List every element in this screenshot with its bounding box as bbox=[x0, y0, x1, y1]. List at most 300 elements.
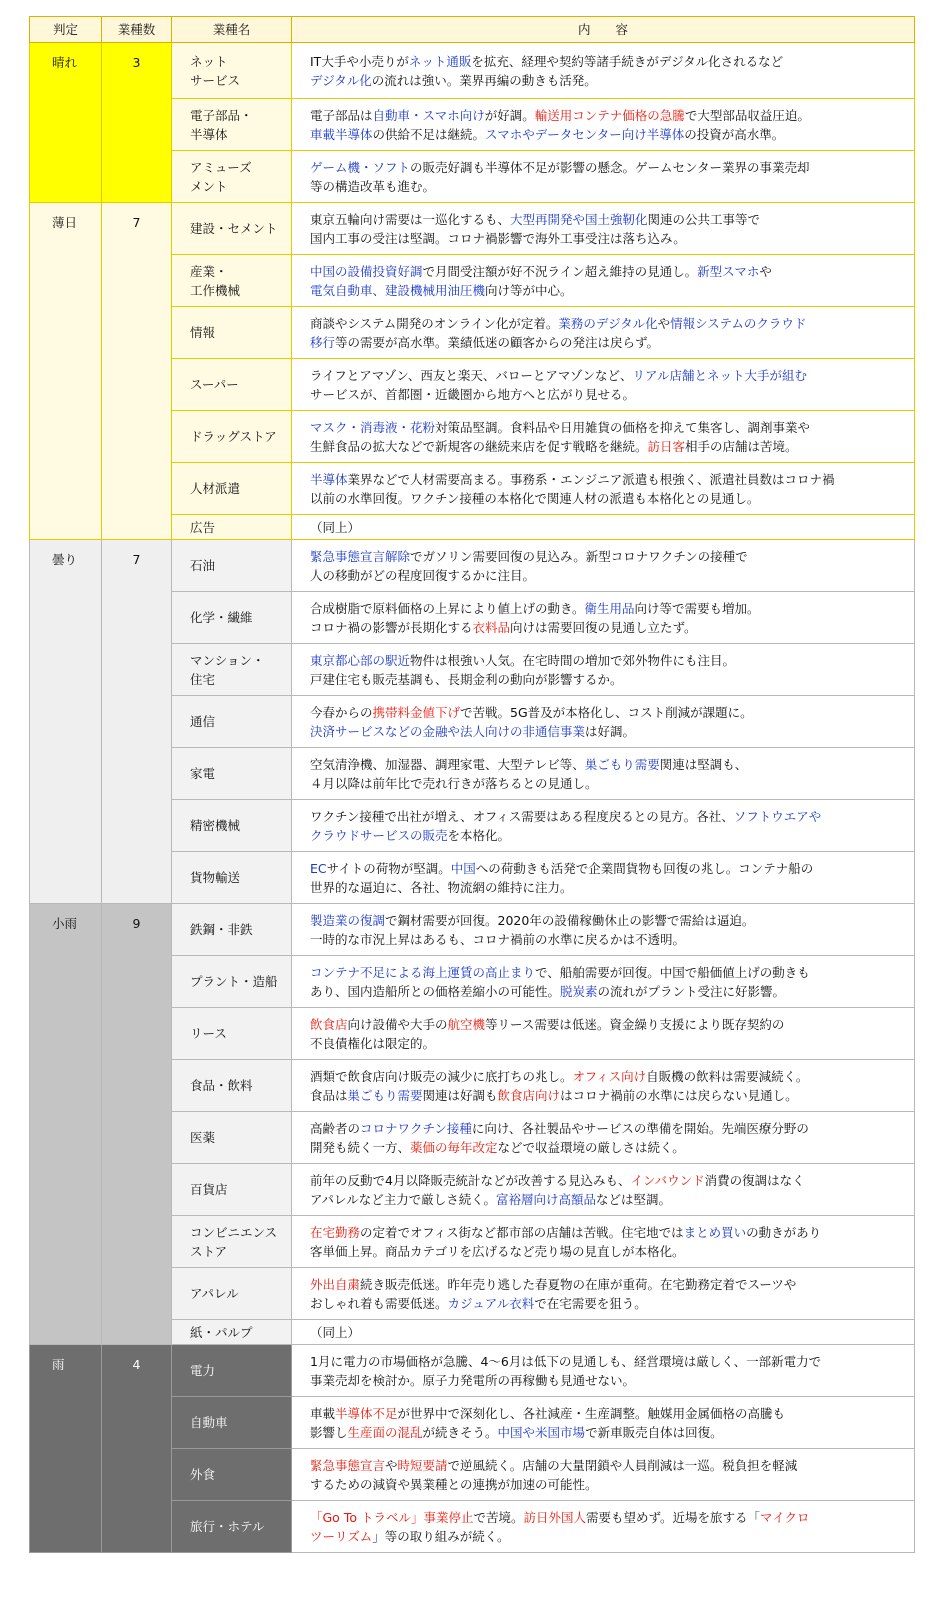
highlight-positive: 新型スマホ bbox=[697, 263, 760, 279]
industry-name-line: 住宅 bbox=[190, 671, 216, 687]
content-text: 事業売却を検討か。原子力発電所の再稼働も見通せない。 bbox=[310, 1372, 636, 1388]
header-industry-name: 業種名 bbox=[172, 17, 292, 43]
industry-name-cell bbox=[172, 696, 292, 748]
content-text: 生鮮食品の拡大などで新規客の継続来店を促す戦略を継続。 bbox=[310, 438, 648, 454]
industry-name-line: 鉄鋼・非鉄 bbox=[190, 922, 253, 937]
content-text: 世界的な逼迫に、各社、物流網の維持に注力。 bbox=[310, 879, 573, 895]
content-line bbox=[310, 1223, 898, 1242]
content-text: で苦境。 bbox=[473, 1509, 524, 1525]
industry-name-cell bbox=[172, 1112, 292, 1164]
content-line bbox=[310, 878, 898, 897]
content-line bbox=[310, 963, 898, 982]
content-line bbox=[310, 1275, 898, 1294]
content-line bbox=[310, 385, 898, 404]
content-text: 対策品堅調。食料品や日用雑貨の価格を抑えて集客し、調剤事業や bbox=[435, 419, 811, 435]
judgment-cell bbox=[30, 1345, 102, 1553]
content-line bbox=[310, 437, 898, 456]
industry-name-line: 貨物輸送 bbox=[190, 870, 241, 885]
industry-name-line: 情報 bbox=[190, 325, 216, 340]
content-text: 以前の水準回復。ワクチン接種の本格化で関連人材の派遣も本格化との見通し。 bbox=[310, 490, 760, 506]
highlight-positive: 脱炭素 bbox=[560, 983, 598, 999]
content-text: 車載 bbox=[310, 1405, 336, 1421]
table-row bbox=[30, 904, 915, 956]
content-cell bbox=[292, 515, 915, 540]
highlight-negative: 半導体不足 bbox=[335, 1405, 398, 1421]
table-row bbox=[30, 43, 915, 99]
content-text: おしゃれ着も需要低迷。 bbox=[310, 1295, 448, 1311]
industry-name-line: 人材派遣 bbox=[190, 481, 241, 496]
highlight-positive: ゲーム機・ソフト bbox=[310, 159, 411, 175]
highlight-positive: 中国や米国市場 bbox=[497, 1424, 586, 1440]
highlight-negative: 訪日外国人 bbox=[523, 1509, 586, 1525]
content-line bbox=[310, 755, 898, 774]
content-text: ワクチン接種で出社が増え、オフィス需要はある程度戻るとの見方。各社、 bbox=[310, 808, 734, 824]
content-line bbox=[310, 1067, 898, 1086]
table-body bbox=[30, 43, 915, 1553]
highlight-positive: 移行 bbox=[310, 334, 336, 350]
content-line bbox=[310, 670, 898, 689]
content-text: や bbox=[759, 263, 772, 279]
content-cell bbox=[292, 1164, 915, 1216]
industry-name-cell bbox=[172, 1501, 292, 1553]
industry-name-line: アミューズ bbox=[190, 159, 252, 175]
content-text: を拡充、経理や契約等諸手続きがデジタル化されるなど bbox=[471, 53, 784, 69]
content-line bbox=[310, 1015, 898, 1034]
content-text: はコロナ禍前の水準には戻らない見通し。 bbox=[560, 1087, 798, 1103]
industry-name-cell bbox=[172, 99, 292, 151]
content-text: で在宅需要を狙う。 bbox=[534, 1295, 647, 1311]
content-text: の投資が高水準。 bbox=[684, 126, 785, 142]
content-text: 等リース需要は低迷。資金繰り支援により既存契約の bbox=[485, 1016, 785, 1032]
content-cell bbox=[292, 99, 915, 151]
highlight-positive: 自動車・スマホ向け bbox=[372, 107, 485, 123]
content-text: 」等の取り組みが続く。 bbox=[372, 1528, 510, 1544]
content-text: でガソリン需要回復の見込み。新型コロナワクチンの接種で bbox=[410, 548, 748, 564]
content-text: 関連は好調も bbox=[422, 1087, 498, 1103]
industry-name-cell bbox=[172, 592, 292, 644]
industry-name-cell bbox=[172, 1320, 292, 1345]
industry-name-line: ストア bbox=[190, 1243, 228, 1259]
content-line bbox=[310, 1527, 898, 1546]
highlight-positive: EC bbox=[310, 860, 327, 876]
content-cell bbox=[292, 1397, 915, 1449]
industry-name-cell bbox=[172, 307, 292, 359]
highlight-positive: デジタル化 bbox=[310, 72, 372, 88]
highlight-negative: インバウンド bbox=[630, 1172, 705, 1188]
content-line bbox=[310, 1352, 898, 1371]
judgment-label: 曇り bbox=[52, 552, 78, 567]
highlight-positive: カジュアル衣料 bbox=[447, 1295, 535, 1311]
content-text: 高齢者の bbox=[310, 1120, 361, 1136]
content-text: 合成樹脂で原料価格の上昇により値上げの動き。 bbox=[310, 600, 585, 616]
content-line bbox=[310, 618, 898, 637]
content-cell bbox=[292, 1268, 915, 1320]
content-line bbox=[310, 125, 898, 144]
industry-name-cell bbox=[172, 411, 292, 463]
content-cell bbox=[292, 1345, 915, 1397]
content-text: 関連は堅調も、 bbox=[659, 756, 748, 772]
content-text: で鋼材需要が回復。2020年の設備稼働休止の影響で需給は逼迫。 bbox=[385, 912, 755, 928]
industry-name-cell bbox=[172, 904, 292, 956]
industry-name-line: 工作機械 bbox=[190, 282, 241, 298]
industry-outlook-table-container bbox=[29, 16, 914, 1553]
industry-name-line: 広告 bbox=[190, 519, 216, 535]
content-line bbox=[310, 262, 898, 281]
content-text: で新車販売自体は回復。 bbox=[585, 1424, 723, 1440]
content-text: 東京五輪向け需要は一巡化するも、 bbox=[310, 211, 511, 227]
highlight-positive: 業務のデジタル化 bbox=[558, 315, 658, 331]
content-cell bbox=[292, 748, 915, 800]
highlight-positive: マスク・消毒液・花粉 bbox=[310, 419, 436, 435]
content-line bbox=[310, 106, 898, 125]
content-text: するための減資や異業種との連携が加速の可能性。 bbox=[310, 1476, 598, 1492]
judgment-label: 雨 bbox=[52, 1357, 65, 1372]
content-text: の流れは強い。業界再編の動きも活発。 bbox=[371, 72, 597, 88]
content-text: 業界などで人材需要高まる。事務系・エンジニア派遣も根強く、派遣社員数はコロナ禍 bbox=[347, 471, 835, 487]
highlight-positive: 中国 bbox=[450, 860, 476, 876]
content-text: ４月以降は前年比で売れ行きが落ちるとの見通し。 bbox=[310, 775, 598, 791]
content-cell bbox=[292, 852, 915, 904]
content-text: 関連の公共工事等で bbox=[647, 211, 761, 227]
content-text: の流れがプラント受注に好影響。 bbox=[597, 983, 786, 999]
content-line bbox=[310, 1423, 898, 1442]
judgment-label: 晴れ bbox=[52, 55, 78, 70]
content-cell bbox=[292, 1008, 915, 1060]
content-line bbox=[310, 859, 898, 878]
judgment-cell bbox=[30, 904, 102, 1345]
industry-count-cell: 7 bbox=[102, 540, 172, 904]
content-text: 続き販売低迷。昨年売り逃した春夏物の在庫が重荷。在宅勤務定着でスーツや bbox=[360, 1276, 797, 1292]
content-text: 電子部品は bbox=[310, 107, 373, 123]
industry-name-line: 電子部品・ bbox=[190, 107, 253, 123]
content-text: 向け等が中心。 bbox=[485, 282, 573, 298]
content-line bbox=[310, 566, 898, 585]
content-line bbox=[310, 158, 898, 177]
industry-name-line: 石油 bbox=[190, 558, 216, 573]
table-row bbox=[30, 1345, 915, 1397]
content-text: などは堅調。 bbox=[595, 1191, 671, 1207]
content-line bbox=[310, 210, 898, 229]
content-text: の供給不足は継続。 bbox=[372, 126, 486, 142]
content-text: や bbox=[657, 315, 671, 331]
highlight-negative: 飲食店向け bbox=[497, 1087, 561, 1103]
content-text: サービスが、首都圏・近畿圏から地方へと広がり見せる。 bbox=[310, 386, 636, 402]
highlight-positive: 富裕層向け高額品 bbox=[495, 1191, 596, 1207]
highlight-negative: 緊急事態宣言 bbox=[310, 1457, 386, 1473]
header-count: 業種数 bbox=[102, 17, 172, 43]
highlight-positive: 衛生用品 bbox=[584, 600, 635, 616]
highlight-positive: 中国の設備投資好調 bbox=[310, 263, 423, 279]
content-line bbox=[310, 1323, 898, 1342]
industry-name-cell bbox=[172, 359, 292, 411]
content-line bbox=[310, 1371, 898, 1390]
industry-name-line: アパレル bbox=[190, 1286, 239, 1301]
content-line bbox=[310, 314, 898, 333]
highlight-positive: コンテナ不足による海上運賃の高止まり bbox=[310, 964, 536, 980]
highlight-negative: 外出自粛 bbox=[310, 1276, 361, 1292]
industry-name-line: サービス bbox=[190, 72, 241, 88]
industry-name-cell bbox=[172, 463, 292, 515]
content-text: 向け設備や大手の bbox=[347, 1016, 448, 1032]
content-line bbox=[310, 1171, 898, 1190]
content-cell bbox=[292, 696, 915, 748]
content-text: あり、国内造船所との価格差縮小の可能性。 bbox=[310, 983, 561, 999]
highlight-negative: 輸送用コンテナ価格の急騰 bbox=[534, 107, 685, 123]
content-text: などで収益環境の厳しさは続く。 bbox=[497, 1139, 685, 1155]
content-text: 等の構造改革も進む。 bbox=[310, 178, 436, 194]
industry-count-cell: 3 bbox=[102, 43, 172, 203]
industry-name-cell bbox=[172, 203, 292, 255]
content-cell bbox=[292, 540, 915, 592]
content-text: 向け等で需要も増加。 bbox=[634, 600, 760, 616]
content-line bbox=[310, 774, 898, 793]
content-line bbox=[310, 911, 898, 930]
content-text: 等の需要が高水準。業績低迷の顧客からの発注は戻らず。 bbox=[335, 334, 660, 350]
industry-name-cell bbox=[172, 1449, 292, 1501]
content-line bbox=[310, 1034, 898, 1053]
content-cell bbox=[292, 592, 915, 644]
industry-name-line: コンビニエンス bbox=[190, 1224, 278, 1240]
content-text: 影響し bbox=[310, 1424, 348, 1440]
highlight-negative: マイクロ bbox=[760, 1509, 810, 1525]
industry-name-line: 産業・ bbox=[190, 263, 228, 279]
content-text: や bbox=[385, 1457, 398, 1473]
content-cell bbox=[292, 359, 915, 411]
content-text: 不良債権化は限定的。 bbox=[310, 1035, 436, 1051]
header-content: 内 容 bbox=[292, 17, 915, 43]
header-row bbox=[30, 17, 915, 43]
content-line bbox=[310, 1508, 898, 1527]
content-text: 空気清浄機、加湿器、調理家電、大型テレビ等、 bbox=[310, 756, 585, 772]
industry-name-line: 電力 bbox=[190, 1363, 216, 1378]
industry-name-cell bbox=[172, 1060, 292, 1112]
content-line bbox=[310, 489, 898, 508]
highlight-negative: 薬価の毎年改定 bbox=[410, 1139, 498, 1155]
highlight-negative: 訪日客 bbox=[647, 438, 686, 454]
industry-name-cell bbox=[172, 748, 292, 800]
content-text: （同上） bbox=[310, 1324, 361, 1340]
industry-name-line: 化学・繊維 bbox=[190, 610, 253, 625]
highlight-positive: 車載半導体 bbox=[310, 126, 373, 142]
industry-name-line: 紙・パルプ bbox=[190, 1324, 253, 1340]
content-text: コロナ禍の影響が長期化する bbox=[310, 619, 473, 635]
content-line bbox=[310, 930, 898, 949]
content-text: 需要も望めず。近場を旅する「 bbox=[585, 1509, 760, 1525]
industry-name-line: ネット bbox=[190, 53, 228, 69]
content-cell bbox=[292, 43, 915, 99]
highlight-negative: 携帯料金値下げ bbox=[372, 704, 461, 720]
content-line bbox=[310, 470, 898, 489]
header-judgment: 判定 bbox=[30, 17, 102, 43]
highlight-positive: 電気自動車、建設機械用油圧機 bbox=[310, 282, 486, 298]
highlight-negative: 飲食店 bbox=[310, 1016, 348, 1032]
content-text: 前年の反動で4月以降販売統計などが改善する見込みも、 bbox=[310, 1172, 631, 1188]
industry-name-line: 建設・セメント bbox=[190, 221, 278, 236]
content-text: が世界中で深刻化し、各社減産・生産調整。触媒用金属価格の高騰も bbox=[397, 1405, 786, 1421]
content-cell bbox=[292, 644, 915, 696]
content-text: 自販機の飲料は需要減続く。 bbox=[646, 1068, 809, 1084]
content-text: は好調。 bbox=[585, 723, 636, 739]
content-text: を本格化。 bbox=[447, 827, 511, 843]
content-text: 消費の復調はなく bbox=[704, 1172, 805, 1188]
content-cell bbox=[292, 1501, 915, 1553]
industry-name-cell bbox=[172, 1345, 292, 1397]
highlight-negative: ツーリズム bbox=[310, 1528, 373, 1544]
industry-name-cell bbox=[172, 1164, 292, 1216]
industry-name-line: 通信 bbox=[190, 714, 216, 729]
industry-name-cell bbox=[172, 540, 292, 592]
industry-name-cell bbox=[172, 800, 292, 852]
content-text: アパレルなど主力で厳しさ続く。 bbox=[310, 1191, 496, 1207]
content-text: 1月に電力の市場価格が急騰、4～6月は低下の見通しも、経営環境は厳しく、一部新電力で bbox=[310, 1353, 822, 1369]
highlight-negative: オフィス向け bbox=[572, 1068, 647, 1084]
content-text: で、船舶需要が回復。中国で船価値上げの動きも bbox=[535, 964, 810, 980]
content-cell bbox=[292, 307, 915, 359]
content-line bbox=[310, 651, 898, 670]
content-text: 食品は bbox=[310, 1087, 348, 1103]
content-cell bbox=[292, 463, 915, 515]
content-line bbox=[310, 1475, 898, 1494]
content-text: 相手の店舗は苦境。 bbox=[685, 438, 798, 454]
content-cell bbox=[292, 1216, 915, 1268]
highlight-positive: ソフトウエアや bbox=[733, 808, 822, 824]
industry-name-cell bbox=[172, 956, 292, 1008]
content-line bbox=[310, 599, 898, 618]
content-cell bbox=[292, 800, 915, 852]
content-text: 物件は根強い人気。在宅時間の増加で郊外物件にも注目。 bbox=[410, 652, 736, 668]
content-cell bbox=[292, 1112, 915, 1164]
industry-name-line: 精密機械 bbox=[190, 818, 241, 833]
content-text: の定着でオフィス街など都市部の店舗は苦戦。住宅地では bbox=[360, 1224, 684, 1240]
table-row bbox=[30, 540, 915, 592]
judgment-cell bbox=[30, 540, 102, 904]
industry-name-cell bbox=[172, 255, 292, 307]
content-line bbox=[310, 1086, 898, 1105]
content-text: 酒類で飲食店向け販売の減少に底打ちの兆し。 bbox=[310, 1068, 573, 1084]
content-cell bbox=[292, 411, 915, 463]
industry-name-cell bbox=[172, 151, 292, 203]
content-line bbox=[310, 281, 898, 300]
content-text: IT大手や小売りが bbox=[310, 53, 409, 69]
content-text: 一時的な市況上昇はあるも、コロナ禍前の水準に戻るかは不透明。 bbox=[310, 931, 686, 947]
industry-count-cell: 7 bbox=[102, 203, 172, 540]
content-cell bbox=[292, 1060, 915, 1112]
content-line bbox=[310, 518, 898, 537]
content-text: が好調。 bbox=[484, 107, 535, 123]
content-cell bbox=[292, 151, 915, 203]
highlight-positive: ネット通販 bbox=[408, 53, 472, 69]
content-text: 人の移動がどの程度回復するかに注目。 bbox=[310, 567, 536, 583]
content-line bbox=[310, 547, 898, 566]
highlight-negative: 「Go To トラベル」事業停止 bbox=[310, 1509, 474, 1525]
industry-name-line: 医薬 bbox=[190, 1130, 216, 1145]
industry-name-cell bbox=[172, 852, 292, 904]
content-line bbox=[310, 807, 898, 826]
content-line bbox=[310, 1138, 898, 1157]
content-text: ライフとアマゾン、西友と楽天、バローとアマゾンなど、 bbox=[310, 367, 633, 383]
content-text: の動きがあり bbox=[746, 1224, 822, 1240]
content-line bbox=[310, 366, 898, 385]
highlight-negative: 航空機 bbox=[447, 1016, 486, 1032]
industry-name-line: 百貨店 bbox=[190, 1182, 228, 1197]
content-cell bbox=[292, 255, 915, 307]
judgment-cell bbox=[30, 43, 102, 203]
industry-name-line: 食品・飲料 bbox=[190, 1078, 253, 1093]
content-line bbox=[310, 177, 898, 196]
content-text: への荷動きも活発で企業間貨物も回復の兆し。コンテナ船の bbox=[475, 860, 814, 876]
highlight-positive: リアル店舗とネット大手が組む bbox=[632, 367, 808, 383]
content-cell bbox=[292, 1320, 915, 1345]
content-text: 客単価上昇。商品カテゴリを広げるなど売り場の見直しが本格化。 bbox=[310, 1243, 685, 1259]
content-text: 開発も続く一方、 bbox=[310, 1139, 411, 1155]
content-text: で逆風続く。店舗の大量閉鎖や人員削減は一巡。税負担を軽減 bbox=[447, 1457, 798, 1473]
highlight-positive: 巣ごもり需要 bbox=[347, 1087, 423, 1103]
content-line bbox=[310, 826, 898, 845]
content-cell bbox=[292, 203, 915, 255]
industry-name-line: 旅行・ホテル bbox=[190, 1519, 265, 1534]
industry-name-cell bbox=[172, 1268, 292, 1320]
judgment-cell bbox=[30, 203, 102, 540]
judgment-label: 薄日 bbox=[52, 215, 78, 230]
highlight-negative: 在宅勤務 bbox=[310, 1224, 361, 1240]
industry-count-cell: 4 bbox=[102, 1345, 172, 1553]
content-cell bbox=[292, 904, 915, 956]
content-line bbox=[310, 1404, 898, 1423]
content-line bbox=[310, 703, 898, 722]
judgment-label: 小雨 bbox=[52, 916, 78, 931]
content-text: で苦戦。5G普及が本格化し、コスト削減が課題に。 bbox=[460, 704, 753, 720]
highlight-positive: 情報システムのクラウド bbox=[670, 315, 807, 331]
content-line bbox=[310, 722, 898, 741]
industry-name-cell bbox=[172, 515, 292, 540]
industry-name-cell bbox=[172, 644, 292, 696]
industry-name-cell bbox=[172, 43, 292, 99]
content-line bbox=[310, 1242, 898, 1261]
content-text: 国内工事の受注は堅調。コロナ禍影響で海外工事受注は落ち込み。 bbox=[310, 230, 686, 246]
content-line bbox=[310, 333, 898, 352]
industry-name-line: プラント・造船 bbox=[190, 974, 278, 989]
industry-name-line: 自動車 bbox=[190, 1415, 228, 1430]
content-line bbox=[310, 52, 898, 71]
table-row bbox=[30, 203, 915, 255]
content-line bbox=[310, 1190, 898, 1209]
content-text: 向けは需要回復の見通し立たず。 bbox=[510, 619, 697, 635]
industry-name-cell bbox=[172, 1008, 292, 1060]
industry-name-line: 外食 bbox=[190, 1467, 216, 1482]
highlight-positive: 製造業の復調 bbox=[310, 912, 386, 928]
highlight-positive: まとめ買い bbox=[683, 1224, 747, 1240]
industry-name-line: スーパー bbox=[190, 377, 239, 392]
content-text: が続きそう。 bbox=[422, 1424, 498, 1440]
highlight-positive: スマホやデータセンター向け半導体 bbox=[485, 126, 685, 142]
highlight-positive: 東京都心部の駅近 bbox=[310, 652, 411, 668]
industry-name-line: リース bbox=[190, 1026, 227, 1041]
industry-name-line: ドラッグストア bbox=[190, 429, 277, 444]
industry-name-line: メント bbox=[190, 178, 228, 194]
content-text: 商談やシステム開発のオンライン化が定着。 bbox=[310, 315, 559, 331]
highlight-positive: クラウドサービスの販売 bbox=[310, 827, 448, 843]
highlight-positive: 大型再開発や国土強靭化 bbox=[510, 211, 648, 227]
content-text: （同上） bbox=[310, 519, 361, 535]
highlight-negative: 時短要請 bbox=[397, 1457, 448, 1473]
content-line bbox=[310, 1294, 898, 1313]
content-cell bbox=[292, 956, 915, 1008]
industry-name-line: 家電 bbox=[190, 766, 216, 781]
highlight-positive: 巣ごもり需要 bbox=[584, 756, 660, 772]
industry-name-line: 半導体 bbox=[190, 126, 228, 142]
industry-name-line: マンション・ bbox=[190, 652, 265, 668]
highlight-positive: 決済サービスなどの金融や法人向けの非通信事業 bbox=[310, 723, 586, 739]
